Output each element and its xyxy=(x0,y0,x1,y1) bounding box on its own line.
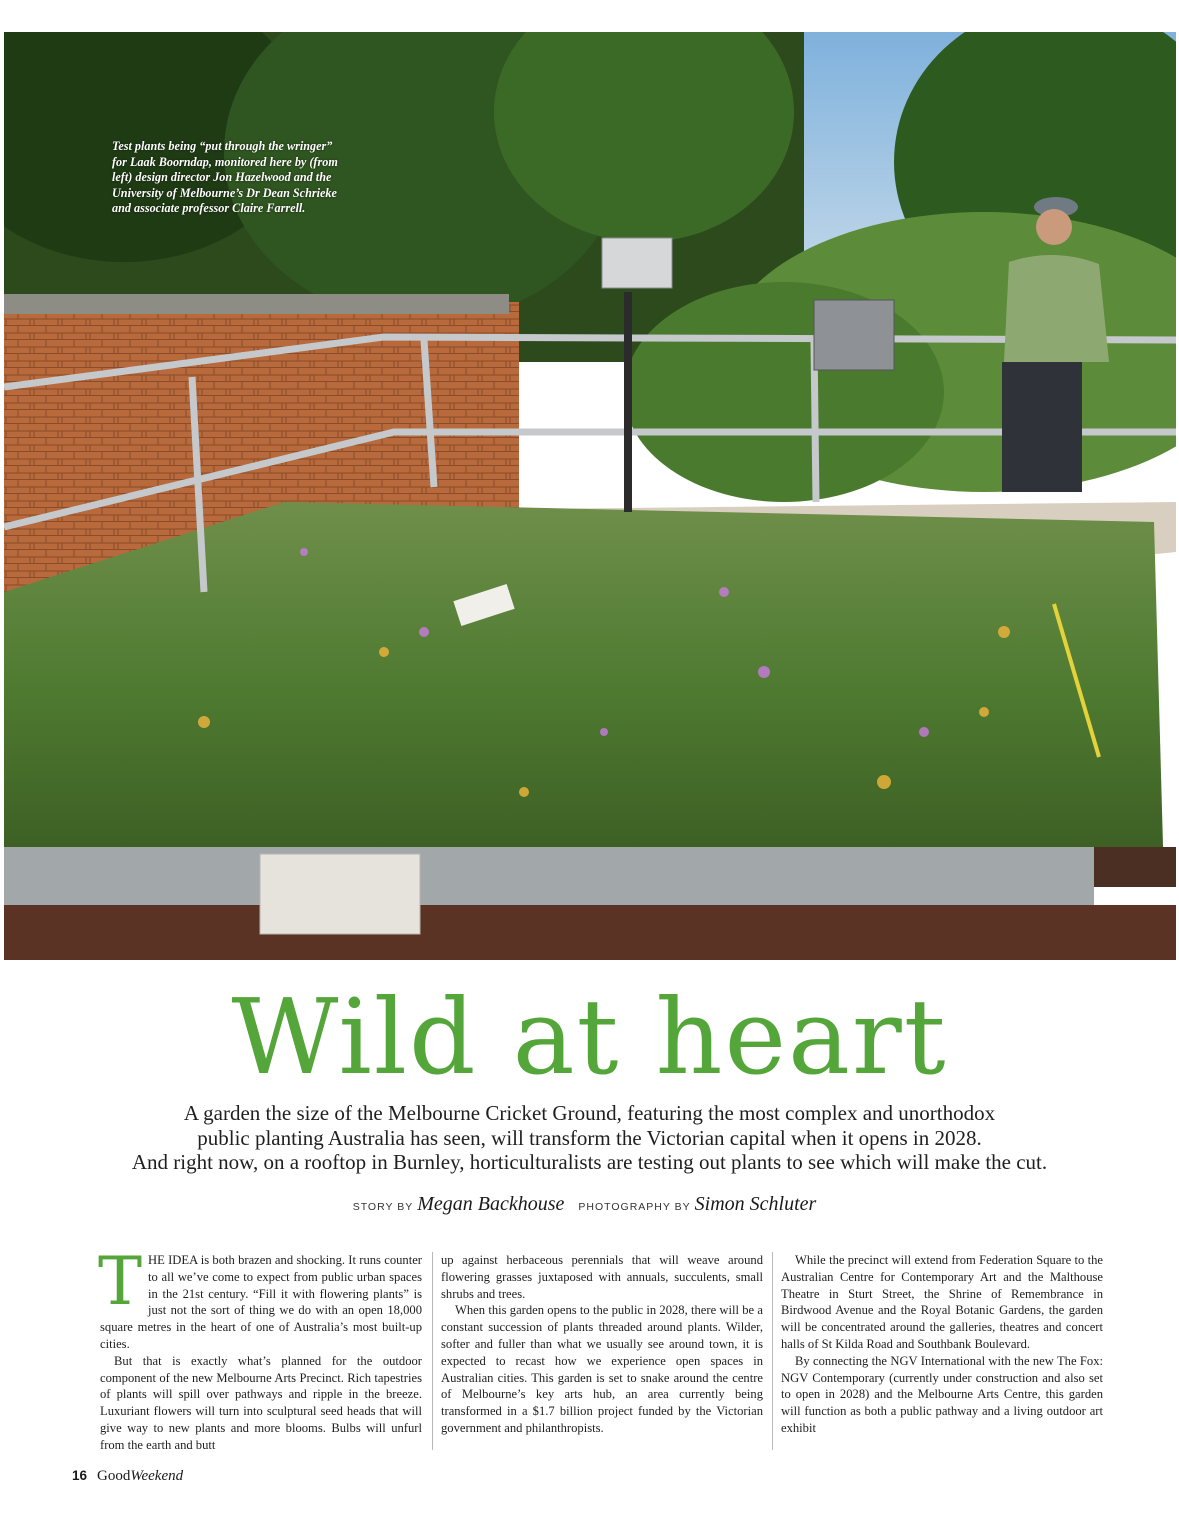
body-column-1 xyxy=(98,1243,422,1454)
column-divider xyxy=(772,1252,773,1450)
standfirst-line-3: And right now, on a rooftop in Burnley, horticulturalists are testing out plants to see which will make the cut. xyxy=(131,1150,1048,1174)
body-column-3 xyxy=(781,1252,1103,1437)
page-number: 16 xyxy=(72,1468,88,1483)
standfirst xyxy=(60,1101,1119,1175)
magazine-name-good: Good xyxy=(97,1468,131,1484)
paragraph xyxy=(98,1243,422,1353)
photographer: Simon Schluter xyxy=(694,1193,817,1215)
column-divider xyxy=(432,1252,433,1450)
magazine-name-weekend: Weekend xyxy=(130,1468,184,1484)
story-label: STORY BY xyxy=(352,1201,414,1213)
paragraph: While the precinct will extend from Federation Square to the Australian Centre for Contemporary Art and the Malthouse Theatre in Sturt Street, the Shrine of Remembrance in Birdwood Avenue and the Royal Botanic Gardens, the garden will be concentrated around the galleries, theatres and concert halls of St Kilda Road and Southbank Boulevard. xyxy=(781,1253,1103,1351)
story-author: Megan Backhouse xyxy=(417,1193,565,1215)
paragraph: When this garden opens to the public in 2028, there will be a constant succession of plants threaded around plants. Wilder, softer and fuller than what we usually see around town, it is expected to recast how we experience open spaces in Australian cities. This garden is set to snake around the centre of Melbourne’s key arts hub, an area currently being transformed in a $1.7 billion project funded by the Victorian government and philanthropists. xyxy=(441,1303,763,1435)
drop-cap: T xyxy=(98,1243,143,1320)
paragraph: up against herbaceous perennials that will weave around flowering grasses juxtaposed with annuals, succulents, small shrubs and trees. xyxy=(441,1253,763,1301)
page-footer xyxy=(72,1467,183,1485)
paragraph: But that is exactly what’s planned for the outdoor component of the new Melbourne Arts Precinct. Rich tapestries of plants will spill over pathways and ripple in the breeze. Luxuriant flowers will turn into sculptural seed heads that will give way to new plants and more blooms. Bulbs will unfurl from the earth and butt xyxy=(100,1353,422,1452)
standfirst-line-1: A garden the size of the Melbourne Cricket Ground, featuring the most complex and unorthodox xyxy=(183,1101,996,1125)
body-column-2 xyxy=(441,1252,763,1437)
photography-label: PHOTOGRAPHY BY xyxy=(578,1201,691,1213)
byline xyxy=(0,1193,1179,1216)
headline: Wild at heart xyxy=(231,976,948,1098)
paragraph: By connecting the NGV International with the new The Fox: NGV Contemporary (currently under construction and also set to open in 2028) and the Melbourne Arts Centre, this garden will function as both a public pathway and a living outdoor art exhibit xyxy=(781,1353,1103,1435)
photo-caption: Test plants being “put through the wringer” for Laak Boorndap, monitored here by (from left) design director Jon Hazelwood and the University of Melbourne’s Dr Dean Schrieke and associate professor Claire Farrell. xyxy=(112,139,338,215)
paragraph-text: HE IDEA is both brazen and shocking. It runs counter to all we’ve come to expect from public urban spaces in the 21st century. “Fill it with flowering plants” is just not the sort of thing we do with an open 18,000 square metres in the heart of one of Australia’s most built-up cities. xyxy=(100,1253,422,1351)
standfirst-line-2: public planting Australia has seen, will transform the Victorian capital when it opens in 2028. xyxy=(197,1125,982,1150)
